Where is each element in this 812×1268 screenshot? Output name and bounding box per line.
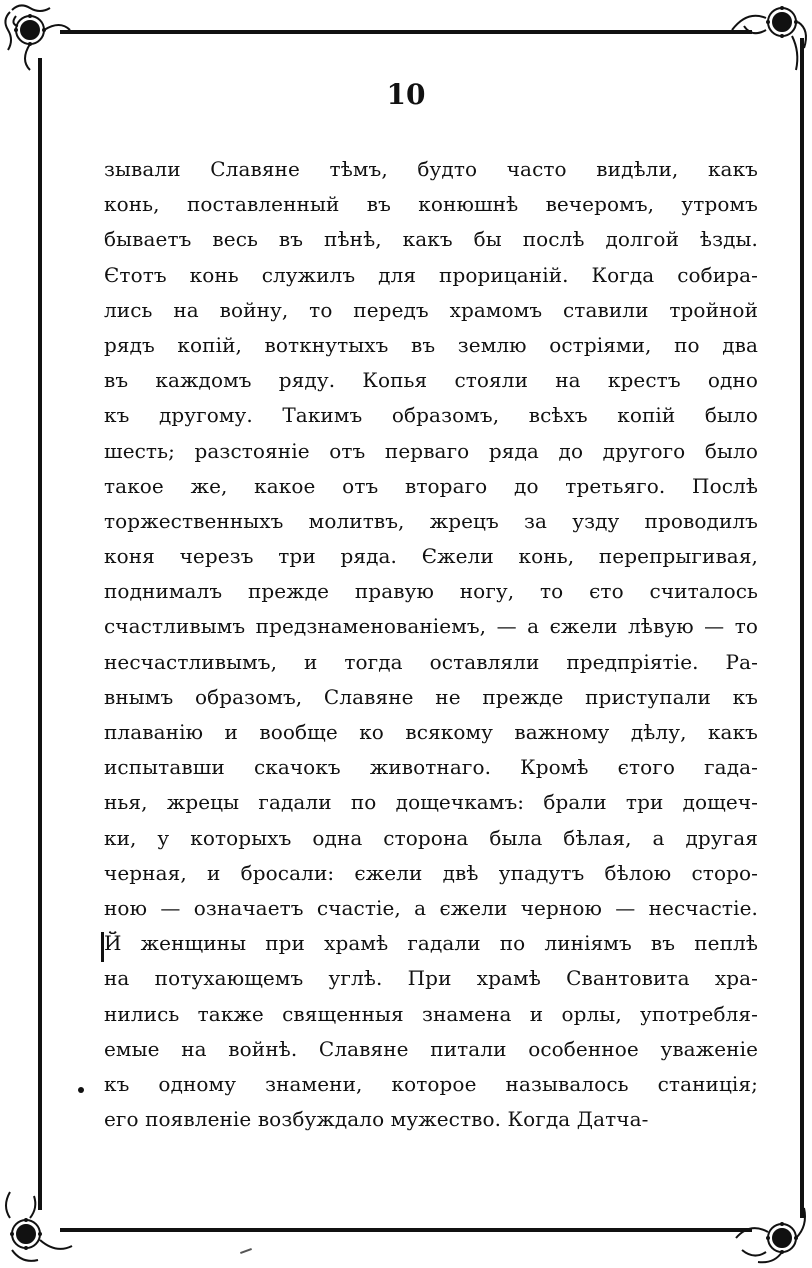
corner-flourish-bottom-left-icon [0,1178,90,1268]
bottom-border-rule [60,1228,752,1232]
text-line: конь, поставленный въ конюшнѣ вечеромъ, утромъ [104,192,758,217]
text-line: къ другому. Такимъ образомъ, всѣхъ копій было [104,403,758,428]
top-border-rule [60,30,752,34]
text-line: нились также священныя знамена и орлы, употребля- [104,1001,758,1026]
corner-flourish-top-left-icon [0,0,90,90]
text-line: емые на войнѣ. Славяне питали особенное уваженіе [104,1036,758,1061]
text-line: испытавши скачокъ животнаго. Кромѣ єтого гада- [104,755,758,780]
text-line: его появленіе возбуждало мужество. Когда Датча- [104,1107,649,1132]
right-border-rule [800,38,804,1218]
text-line: Єтотъ конь служилъ для прорицаній. Когда собира- [104,262,758,287]
corner-flourish-bottom-right-icon [722,1178,812,1268]
text-line: въ каждомъ ряду. Копья стояли на крестъ одно [104,368,758,393]
text-line: бываетъ весь въ пѣнѣ, какъ бы послѣ долгой ѣзды. [104,227,758,252]
text-line: черная, и бросали: єжели двѣ упадутъ бѣлою сторо- [104,860,758,885]
print-speck [240,1248,252,1254]
text-line: на потухающемъ углѣ. При храмѣ Свантовита хра- [104,966,758,991]
text-line: лись на войну, то передъ храмомъ ставили тройной [104,297,758,322]
page-number: 10 [386,78,426,111]
corner-flourish-top-right-icon [722,0,812,90]
text-line: ною — означаетъ счастіе, а єжели черною — несчастіе. [104,895,758,920]
margin-mark [101,932,104,962]
text-line: зывали Славяне тѣмъ, будто часто видѣли, какъ [104,157,758,181]
text-line: шесть; разстояніе отъ перваго ряда до другого было [104,438,758,463]
body-text [104,152,758,1137]
text-line: нья, жрецы гадали по дощечкамъ: брали три дощеч- [104,790,758,815]
text-line: коня черезъ три ряда. Єжели конь, перепрыгивая, [104,544,758,569]
text-line: поднималъ прежде правую ногу, то єто считалось [104,579,758,604]
margin-dot [78,1087,84,1093]
text-line: счастливымъ предзнаменованіемъ, — а єжели лѣвую — то [104,614,758,639]
text-line: внымъ образомъ, Славяне не прежде приступали къ [104,684,758,709]
text-line: Й женщины при храмѣ гадали по линіямъ въ пеплѣ [104,931,758,956]
text-line: плаванію и вообще ко всякому важному дѣлу, какъ [104,720,758,744]
left-border-rule [38,58,42,1210]
text-line: ки, у которыхъ одна сторона была бѣлая, а другая [104,825,758,850]
text-line: рядъ копій, воткнутыхъ въ землю остріями, по два [104,332,758,357]
text-line: торжественныхъ молитвъ, жрецъ за узду проводилъ [104,508,758,533]
text-line: несчастливымъ, и тогда оставляли предпріятіе. Ра- [104,649,758,674]
text-line: такое же, какое отъ втораго до третьяго. Послѣ [104,473,758,498]
text-line: къ одному знамени, которое называлось станиція; [104,1071,758,1096]
